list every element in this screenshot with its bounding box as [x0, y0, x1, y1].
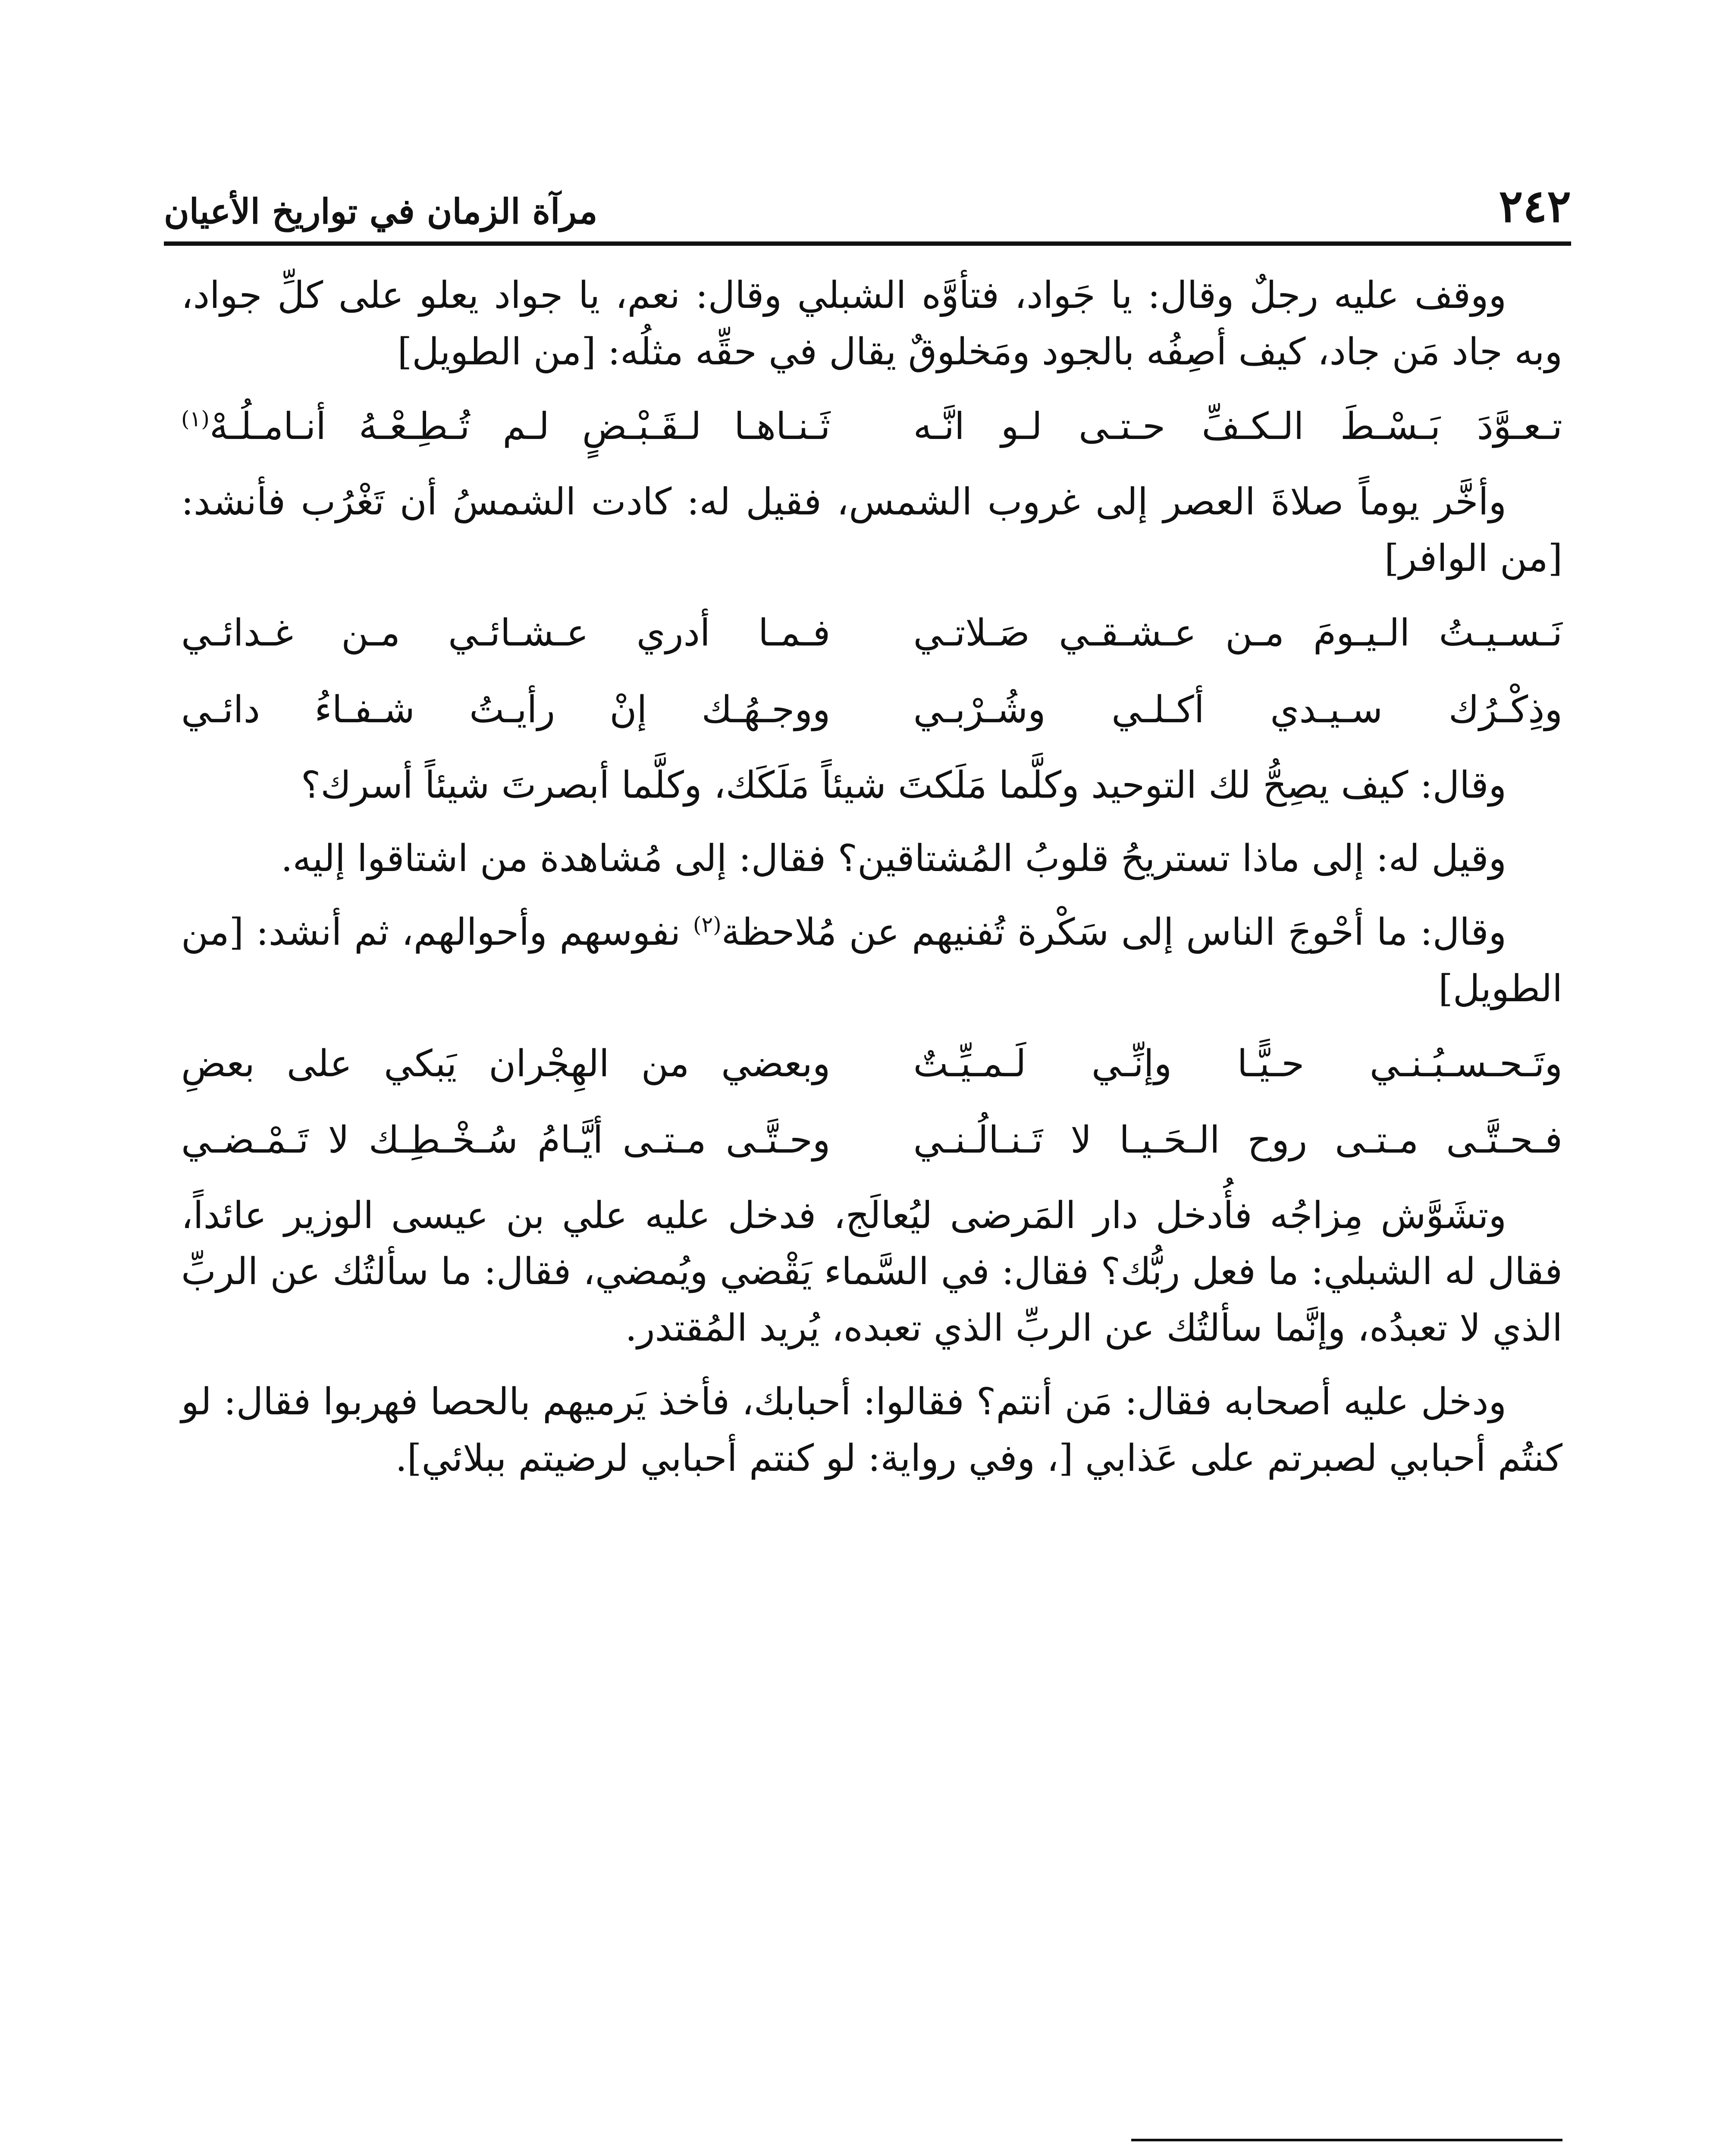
- paragraph-5-text-a: وقال: ما أحْوجَ الناس إلى سَكْرة تُفنيهم عن مُلاحظة: [721, 911, 1506, 954]
- verse-5-second-hemistich: وحـتَّـى مـتـى أيَّـامُ سُـخْـطِـك لا تَـمْـضـي: [181, 1119, 831, 1162]
- verse-2-second-hemistich: فـمـا أدري عـشـائـي مـن غـدائـي: [181, 611, 831, 655]
- footnote-ref-1: (١): [181, 406, 210, 432]
- paragraph-2: وأخَّر يوماً صلاةَ العصر إلى غروب الشمس، فقيل له: كادت الشمسُ أن تَغْرُب فأنشد: [من الوافر]: [181, 480, 1562, 580]
- running-title: مرآة الزمان في تواريخ الأعيان: [164, 191, 598, 232]
- main-text: [181, 267, 1562, 1504]
- footnote-ref-2: (٢): [693, 912, 722, 937]
- verse-1-second-text: ثَـنـاهـا لـقَـبْـضٍ لـم تُـطِـعْـهُ أنـامـلُـهْ: [209, 405, 831, 448]
- verse-1-second-hemistich: [181, 397, 830, 457]
- paragraph-4: وقيل له: إلى ماذا تستريحُ قلوبُ المُشتاقين؟ فقال: إلى مُشاهدة من اشتاقوا إليه.: [281, 837, 1506, 881]
- page-header: [164, 164, 1571, 232]
- paragraph-7: ودخل عليه أصحابه فقال: مَن أنتم؟ فقالوا: أحبابك، فأخذ يَرميهم بالحصا فهربوا فقال: لو كنتُم أحبابي لصبرتم على عَذابي [، وفي رواية: لو كنتم أحبابي لرضيتم ببلائي].: [181, 1380, 1562, 1480]
- verse-3-first-hemistich: وذِكْـرُك سـيـدي أكـلـي وشُـرْبـي: [913, 688, 1562, 732]
- verse-2-first-hemistich: نَـسـيـتُ الـيـومَ مـن عـشـقـي صَـلاتـي: [913, 611, 1562, 655]
- verse-1-first-hemistich: تـعـوَّدَ بَـسْـطَ الـكـفِّ حـتـى لـو انَّـه: [913, 405, 1562, 448]
- paragraph-5-text-b: نفوسهم وأحوالهم، ثم أنشد: [من الطويل]: [181, 911, 1562, 1010]
- footnote-rule: [1131, 2139, 1562, 2141]
- paragraph-6: وتشَوَّش مِزاجُه فأُدخل دار المَرضى ليُعالَج، فدخل عليه علي بن عيسى الوزير عائداً، فقال له الشبلي: ما فعل ربُّك؟ فقال: في السَّماء يَقْضي ويُمضي، فقال: ما سألتُك عن الربِّ الذي لا تعبدُه، وإنَّما سألتُك عن الربِّ الذي تعبده، يُريد المُقتدر.: [181, 1194, 1562, 1350]
- verse-3-second-hemistich: ووجـهُـك إنْ رأيـتُ شـفـاءُ دائـي: [181, 688, 831, 732]
- verse-1: [181, 397, 1562, 457]
- page-number: ٢٤٢: [1499, 179, 1571, 232]
- paragraph-3: وقال: كيف يصِحُّ لك التوحيد وكلَّما مَلَكتَ شيئاً مَلَكَك، وكلَّما أبصرتَ شيئاً أسرك؟: [301, 763, 1506, 807]
- paragraph-1: ووقف عليه رجلٌ وقال: يا جَواد، فتأوَّه الشبلي وقال: نعم، يا جواد يعلو على كلِّ جواد، وبه جاد مَن جاد، كيف أصِفُه بالجود ومَخلوقٌ يقال في حقِّه مثلُه: [من الطويل]: [181, 274, 1562, 373]
- header-rule: [164, 241, 1571, 246]
- verse-4-first-hemistich: وتَـحـسـبُـنـي حـيًّـا وإنِّـي لَـمـيِّـتٌ: [913, 1042, 1562, 1085]
- verse-2: [181, 604, 1562, 663]
- paragraph-5: [181, 904, 1562, 1017]
- verse-5-first-hemistich: فـحـتَّـى مـتـى روح الـحَـيـا لا تَـنـالُـنـي: [913, 1119, 1562, 1162]
- verse-5: [181, 1111, 1562, 1170]
- verse-4: [181, 1034, 1562, 1094]
- verse-3: [181, 680, 1562, 740]
- verse-4-second-hemistich: وبعضي من الهِجْران يَبكي على بعضِ: [181, 1042, 831, 1085]
